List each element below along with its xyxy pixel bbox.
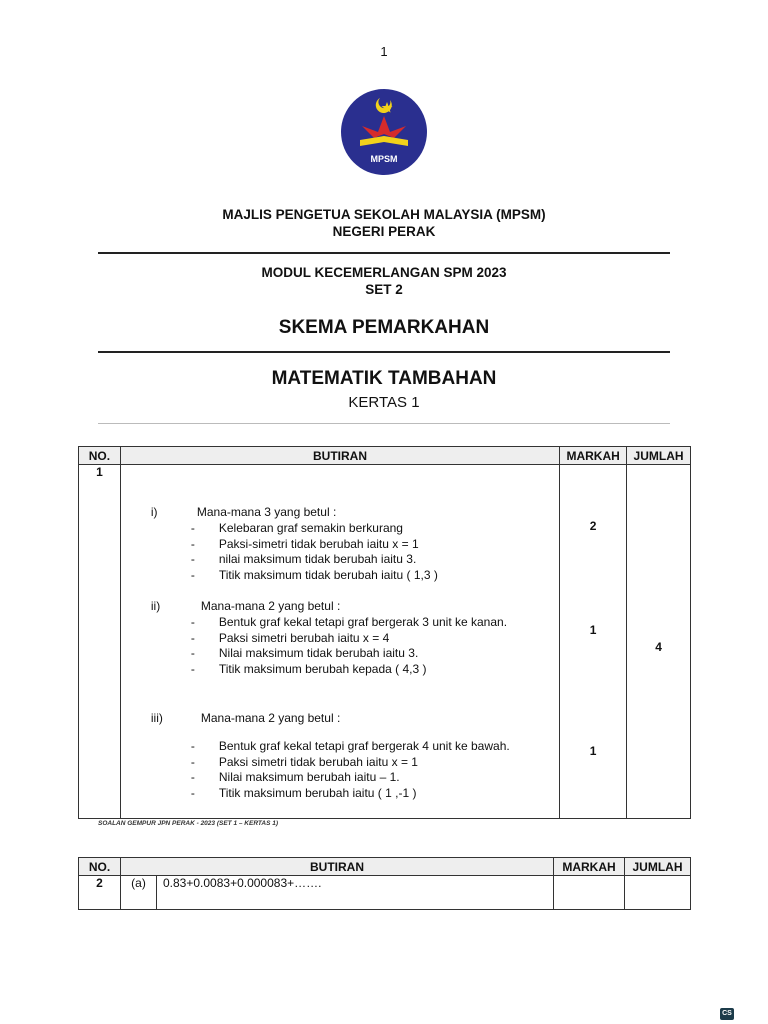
point-list (191, 615, 507, 677)
part-intro: Mana-mana 2 yang betul : (200, 599, 341, 613)
scheme-title: SKEMA PEMARKAHAN (278, 317, 490, 338)
answer-details (120, 465, 559, 819)
paper-title: KERTAS 1 (348, 394, 420, 411)
module-title (0, 264, 768, 298)
part-intro: Mana-mana 2 yang betul : (200, 711, 341, 725)
list-item: - Titik maksimum tidak berubah iaitu ( 1,3 ) (191, 568, 438, 584)
list-item: - Kelebaran graf semakin berkurang (191, 521, 438, 537)
header-jumlah: JUMLAH (627, 447, 691, 465)
divider (98, 252, 670, 254)
logo-text: MPSM (370, 154, 398, 164)
part-intro: Mana-mana 3 yang betul : (196, 505, 337, 519)
divider (98, 351, 670, 353)
list-item: - Bentuk graf kekal tetapi graf bergerak 4 unit ke bawah. (191, 739, 510, 755)
point-list (191, 739, 510, 801)
mark-value: 1 (589, 744, 597, 758)
point-list (191, 521, 438, 583)
mpsm-crest-icon (340, 88, 428, 176)
module-line-1: MODUL KECEMERLANGAN SPM 2023 (261, 265, 507, 280)
list-item: - Paksi-simetri tidak berubah iaitu x = 1 (191, 537, 438, 553)
list-item: - Titik maksimum berubah kepada ( 4,3 ) (191, 662, 507, 678)
list-item: - Titik maksimum berubah iaitu ( 1 ,-1 ) (191, 786, 510, 802)
org-line-1: MAJLIS PENGETUA SEKOLAH MALAYSIA (MPSM) (222, 207, 546, 222)
marks-cell (560, 465, 627, 819)
header-no: NO. (79, 858, 121, 876)
divider (98, 423, 670, 424)
subject-title: MATEMATIK TAMBAHAN (271, 368, 497, 389)
total-value: 4 (655, 640, 662, 654)
answer-table-q2 (78, 857, 691, 910)
question-number: 2 (79, 876, 121, 910)
list-item: - Paksi simetri berubah iaitu x = 4 (191, 631, 507, 647)
list-item: - nilai maksimum tidak berubah iaitu 3. (191, 552, 438, 568)
answer-expression: 0.83+0.0083+0.000083+……. (157, 876, 554, 910)
header-markah: MARKAH (560, 447, 627, 465)
camscanner-badge-icon: CS (720, 1008, 734, 1020)
part-label: (a) (121, 876, 157, 910)
header-no: NO. (79, 447, 121, 465)
module-line-2: SET 2 (365, 282, 403, 297)
mark-value: 2 (589, 519, 597, 533)
total-cell (627, 465, 691, 819)
header-butiran: BUTIRAN (121, 858, 554, 876)
header-butiran: BUTIRAN (120, 447, 559, 465)
footnote: SOALAN GEMPUR JPN PERAK - 2023 (SET 1 – KERTAS 1) (98, 820, 278, 827)
mark-value: 1 (589, 623, 597, 637)
part-label: i) (150, 505, 158, 519)
list-item: - Nilai maksimum berubah iaitu – 1. (191, 770, 510, 786)
list-item: - Bentuk graf kekal tetapi graf bergerak 3 unit ke kanan. (191, 615, 507, 631)
list-item: - Paksi simetri tidak berubah iaitu x = 1 (191, 755, 510, 771)
part-label: ii) (150, 599, 161, 613)
org-line-2: NEGERI PERAK (332, 224, 436, 239)
question-number: 1 (79, 465, 121, 819)
total-cell (625, 876, 691, 910)
part-label: iii) (150, 711, 163, 725)
org-title (0, 206, 768, 240)
answer-table-q1 (78, 446, 691, 819)
header-markah: MARKAH (554, 858, 625, 876)
page-number: 1 (380, 44, 388, 59)
header-jumlah: JUMLAH (625, 858, 691, 876)
list-item: - Nilai maksimum tidak berubah iaitu 3. (191, 646, 507, 662)
marks-cell (554, 876, 625, 910)
